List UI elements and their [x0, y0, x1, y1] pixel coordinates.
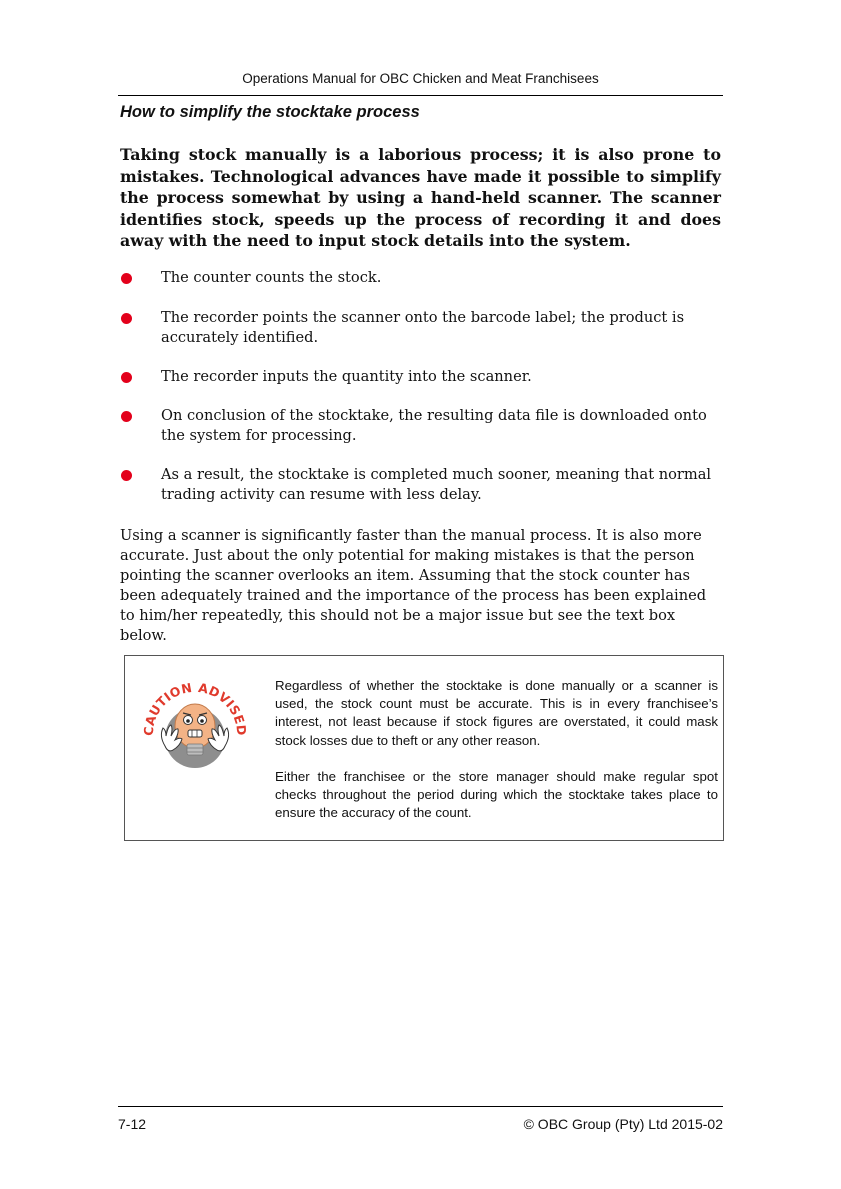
list-item-text: The recorder inputs the quantity into the scanner. [161, 368, 532, 385]
list-item [120, 268, 381, 288]
list-item-text: On conclusion of the stocktake, the resulting data file is downloaded onto the system for processing. [161, 407, 707, 444]
list-item [120, 308, 721, 347]
list-item-text: The recorder points the scanner onto the barcode label; the product is accurately identified. [161, 309, 685, 346]
copyright-notice: © OBC Group (Pty) Ltd 2015-02 [523, 1116, 723, 1132]
header-divider [118, 95, 723, 96]
list-item [120, 406, 721, 445]
running-header: Operations Manual for OBC Chicken and Meat Franchisees [242, 71, 599, 86]
list-item-text: The counter counts the stock. [161, 269, 382, 286]
list-item-text: As a result, the stocktake is completed much sooner, meaning that normal trading activity can resume with less delay. [161, 466, 712, 503]
caution-text-box [124, 655, 724, 841]
bullet-dot-icon [121, 313, 132, 324]
list-item [120, 465, 721, 504]
caution-text [275, 677, 718, 840]
caution-paragraph: Regardless of whether the stocktake is done manually or a scanner is used, the stock count must be accurate. This is in every franchisee’s interest, not least because if stock figures are overstated, it could mask stock losses due to theft or any other reason. [275, 678, 718, 748]
lead-paragraph: Taking stock manually is a laborious process; it is also prone to mistakes. Technological advances have made it possible to simplify the process somewhat by using a hand-held scanner. The scanner identifies stock, speeds up the process of recording it and does away with the need to input stock details into the system. [120, 145, 721, 251]
bullet-dot-icon [121, 411, 132, 422]
bullet-dot-icon [121, 372, 132, 383]
page-number: 7-12 [118, 1116, 147, 1132]
footer-divider [118, 1106, 723, 1107]
section-title: How to simplify the stocktake process [120, 103, 420, 121]
caution-advised-icon [139, 668, 251, 780]
caution-badge-text: CAUTION ADVISED [140, 679, 250, 737]
caution-paragraph: Either the franchisee or the store manager should make regular spot checks throughout the period during which the stocktake takes place to ensure the accuracy of the count. [275, 768, 718, 821]
body-paragraph: Using a scanner is significantly faster than the manual process. It is also more accurate. Just about the only potential for making mistakes is that the person pointing the scanner overlooks an item. Assuming that the stock counter has been adequately trained and the importance of the process has been explained to him/her repeatedly, this should not be a major issue but see the text box below. [120, 527, 707, 644]
bullet-dot-icon [121, 273, 132, 284]
list-item [120, 367, 532, 387]
bullet-dot-icon [121, 470, 132, 481]
